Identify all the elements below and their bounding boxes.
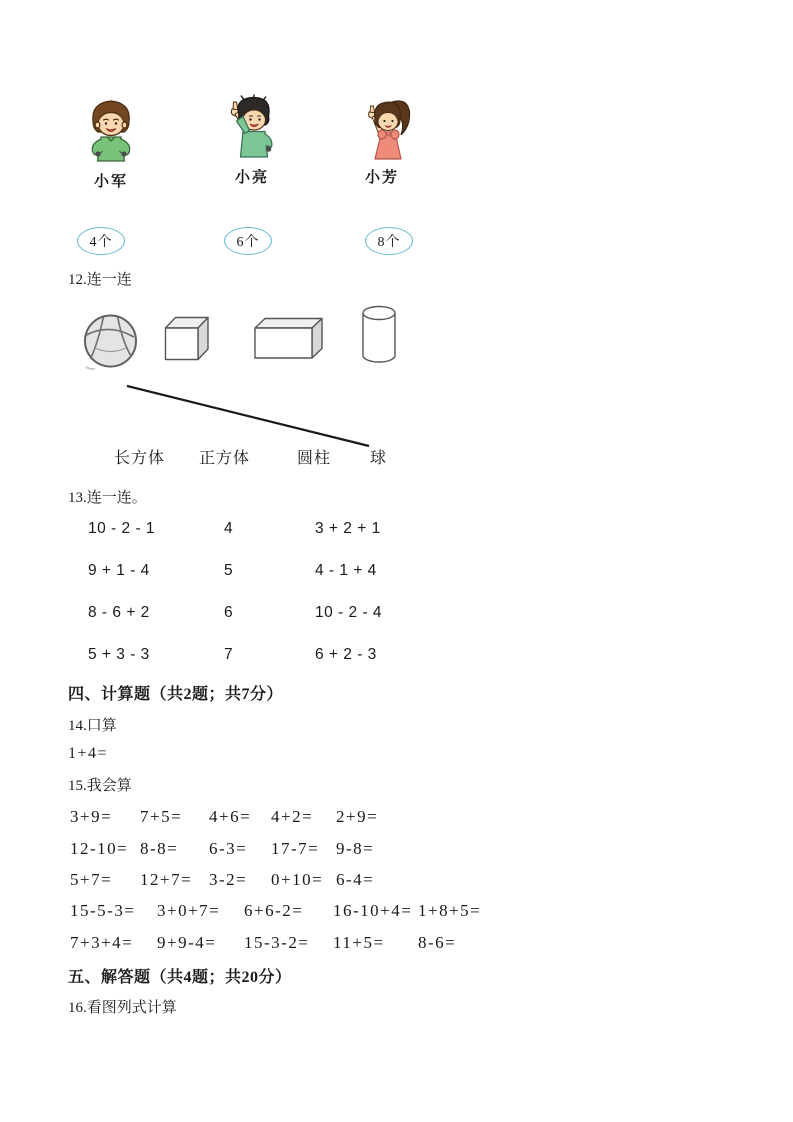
calc-expression: 0+10= [271,870,324,889]
calc-expression: 8-6= [418,933,457,952]
calc-expression: 9+9-4= [157,933,217,952]
section-5-header: 五、解答题（共4题；共20分） [68,969,292,986]
calc-expression: 3-2= [209,870,248,889]
xiaojun-illustration [80,96,142,168]
calc-expression: 12-10= [70,839,129,858]
shape-option-cylinder: 圆柱 [297,450,332,467]
calc-expression: 7+3+4= [70,933,134,952]
question-13-label: 13.连一连。 [68,490,147,506]
q13-number: 4 [224,520,234,537]
count-oval-4: 4个 [77,227,125,255]
cylinder-icon [363,307,395,363]
calc-expression: 15-3-2= [244,933,310,952]
student-name-xiaofang: 小芳 [364,170,399,186]
calc-expression: 4+6= [209,807,252,826]
calc-expression: 4+2= [271,807,314,826]
calc-expression: 6+6-2= [244,901,304,920]
cube-icon [166,318,209,360]
q13-expression: 10 - 2 - 1 [88,520,156,537]
section-4-header: 四、计算题（共2题；共7分） [68,686,284,703]
calc-expression: 3+0+7= [157,901,221,920]
calc-expression: 8-8= [140,839,179,858]
calc-expression: 2+9= [336,807,379,826]
q13-expression: 5 + 3 - 3 [88,646,150,663]
calc-expression: 7+5= [140,807,183,826]
q13-expression: 4 - 1 + 4 [315,562,377,579]
calc-expression: 1+8+5= [418,901,482,920]
q14-expression: 1+4= [68,745,109,762]
q13-number: 7 [224,646,234,663]
question-14-label: 14.口算 [68,718,117,734]
match-line [127,386,369,446]
girl-pink-dress-icon [352,96,414,168]
q13-expression: 8 - 6 + 2 [88,604,150,621]
boy-green-tee-pointing-icon [220,94,284,168]
shape-option-cuboid: 长方体 [114,450,166,467]
count-oval-8: 8个 [365,227,413,255]
question-12-label: 12.连一连 [68,272,132,288]
student-name-xiaoliang: 小亮 [234,170,269,186]
calc-expression: 15-5-3= [70,901,136,920]
q13-number: 5 [224,562,234,579]
calc-expression: 3+9= [70,807,113,826]
q13-expression: 6 + 2 - 3 [315,646,377,663]
xiaofang-illustration [352,96,414,168]
count-oval-6: 6个 [224,227,272,255]
q13-expression: 10 - 2 - 4 [315,604,383,621]
shape-option-cube: 正方体 [199,450,251,467]
calc-expression: 16-10+4= [333,901,413,920]
calc-expression: 6-3= [209,839,248,858]
student-name-xiaojun: 小军 [93,174,128,190]
q13-expression: 3 + 2 + 1 [315,520,381,537]
shape-option-sphere: 球 [370,450,388,467]
question-15-label: 15.我会算 [68,778,132,794]
calc-expression: 17-7= [271,839,320,858]
q13-number: 6 [224,604,234,621]
q12-shapes-figure [60,300,420,450]
calc-expression: 11+5= [333,933,385,952]
calc-expression: 12+7= [140,870,193,889]
calc-expression: 9-8= [336,839,375,858]
volleyball-icon [85,316,136,370]
cuboid-icon [255,319,322,359]
question-16-label: 16.看图列式计算 [68,1000,177,1016]
calc-expression: 5+7= [70,870,113,889]
q13-expression: 9 + 1 - 4 [88,562,150,579]
boy-green-sweater-icon [80,96,142,168]
calc-expression: 6-4= [336,870,375,889]
xiaoliang-illustration [220,94,284,168]
